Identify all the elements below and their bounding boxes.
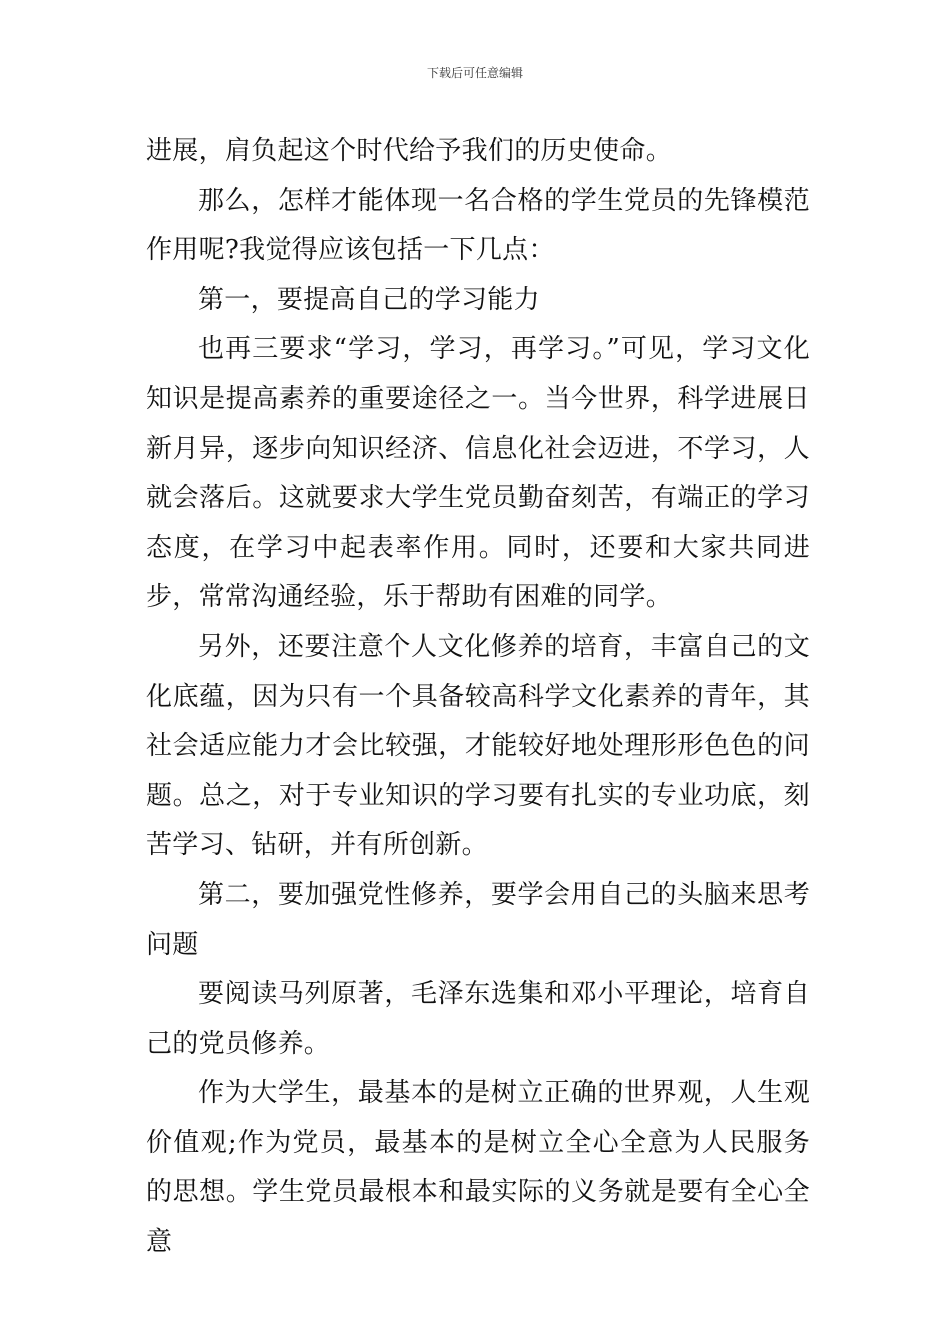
- paragraph-culture: 另外，还要注意个人文化修养的培育，丰富自己的文化底蕴，因为只有一个具备较高科学文化素养的青年，其社会适应能力才会比较强，才能较好地处理形形色色的问题。总之，对于专业知识的学习要有扎实的专业功底，刻苦学习、钻研，并有所创新。: [146, 631, 810, 861]
- paragraph-reading: 要阅读马列原著，毛泽东选集和邓小平理论，培育自己的党员修养。: [146, 979, 810, 1059]
- paragraph-study: 也再三要求“学习，学习，再学习。”可见，学习文化知识是提高素养的重要途径之一。当今世界，科学进展日新月异，逐步向知识经济、信息化社会迈进，不学习，人就会落后。这就要求大学生党员勤奋刻苦，有端正的学习态度，在学习中起表率作用。同时，还要和大家共同进步，常常沟通经验，乐于帮助有困难的同学。: [146, 334, 810, 613]
- paragraph-worldview: 作为大学生，最基本的是树立正确的世界观，人生观价值观;作为党员，最基本的是树立全心全意为人民服务的思想。学生党员最根本和最实际的义务就是要有全心全意: [146, 1078, 810, 1258]
- paragraph-continuation: 进展，肩负起这个时代给予我们的历史使命。: [146, 136, 673, 166]
- document-body: [146, 127, 810, 1268]
- paragraph-question: 那么，怎样才能体现一名合格的学生党员的先锋模范作用呢?我觉得应该包括一下几点：: [146, 185, 810, 266]
- page-header: 下载后可任意编辑: [426, 66, 523, 80]
- section-heading-first: 第一，要提高自己的学习能力: [198, 284, 540, 315]
- section-heading-second: 第二，要加强党性修养，要学会用自己的头脑来思考问题: [146, 879, 810, 960]
